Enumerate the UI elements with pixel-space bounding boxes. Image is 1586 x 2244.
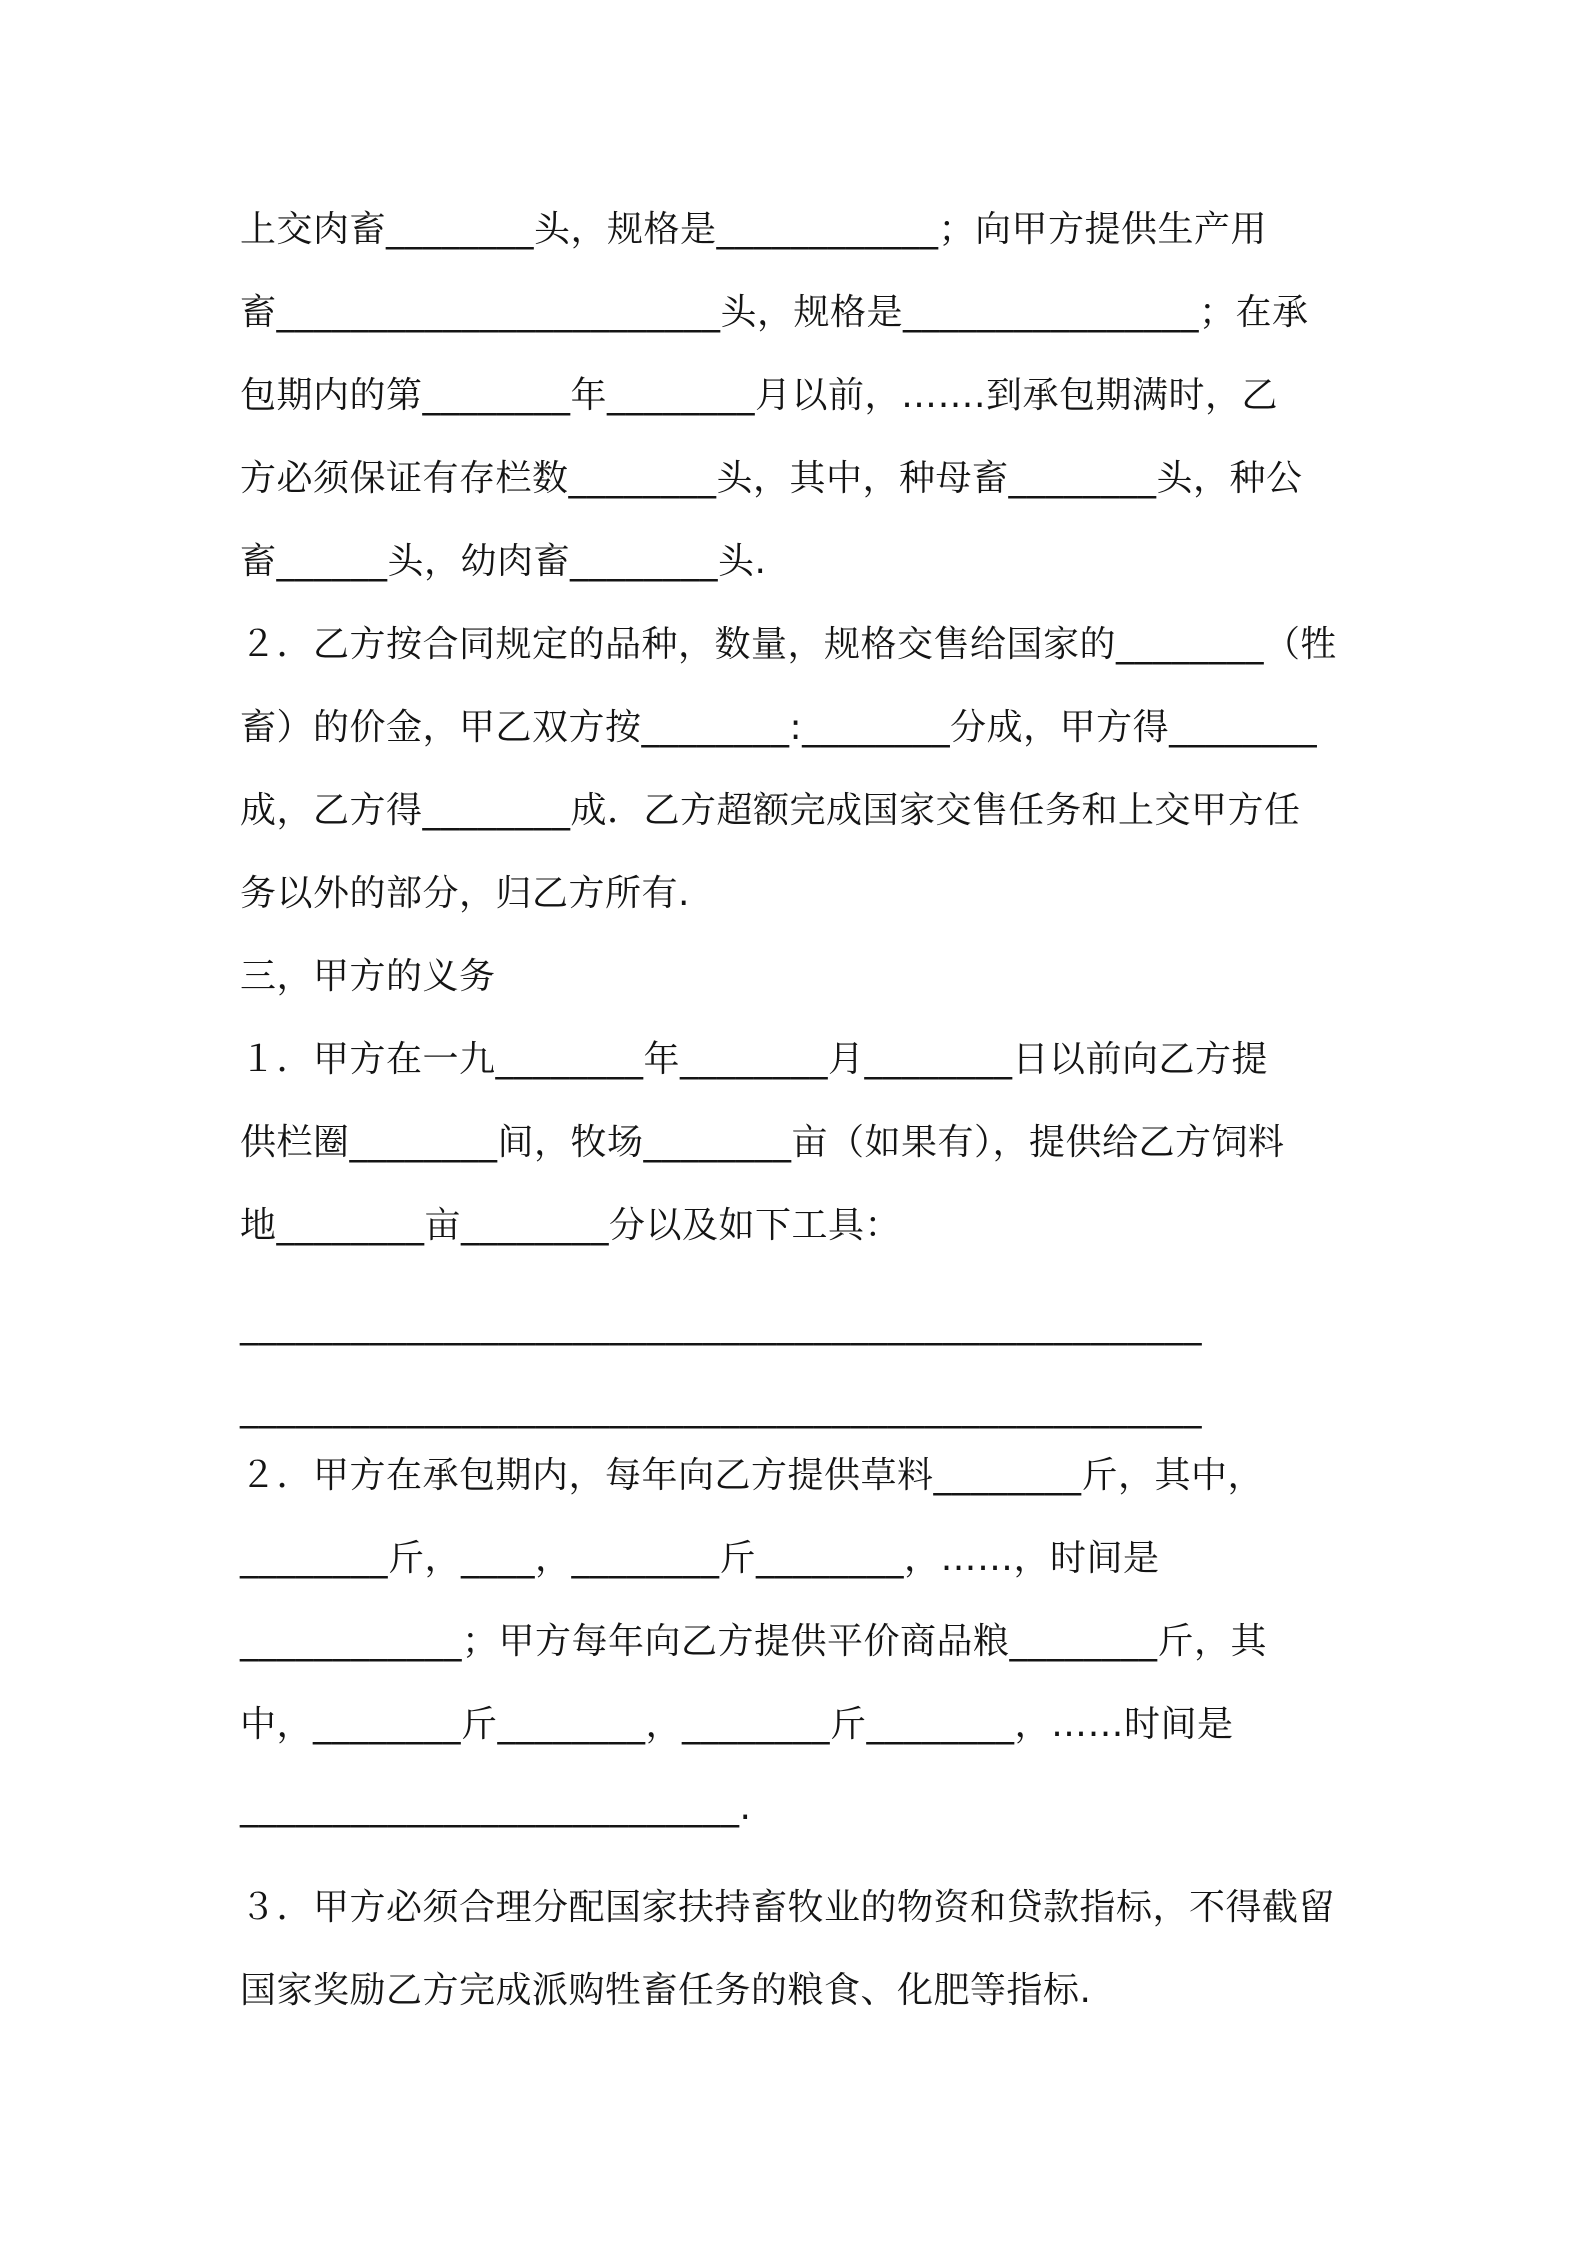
paragraph-line: 方必须保证有存栏数________头，其中，种母畜________头，种公 <box>240 458 1303 499</box>
blank-line: ___________________________. <box>240 1787 752 1828</box>
clause-1-line: １．甲方在一九________年________月________日以前向乙方提 <box>240 1039 1269 1080</box>
clause-2-line: ２．乙方按合同规定的品种，数量，规格交售给国家的________（牲 <box>240 624 1338 665</box>
paragraph-line: 供栏圈________间，牧场________亩（如果有），提供给乙方饲料 <box>240 1122 1285 1163</box>
paragraph-line: 成，乙方得________成．乙方超额完成国家交售任务和上交甲方任 <box>240 790 1301 831</box>
paragraph-line: 畜）的价金，甲乙双方按________:________分成，甲方得________ <box>240 707 1318 748</box>
paragraph-line: 畜______头，幼肉畜________头. <box>240 541 767 582</box>
paragraph-line: ________斤，____，________斤________，……，时间是 <box>240 1538 1160 1579</box>
clause-2-line: ２．甲方在承包期内，每年向乙方提供草料________斤，其中， <box>240 1455 1265 1496</box>
paragraph-line: 中，________斤________，________斤________，……时间是 <box>240 1704 1234 1745</box>
paragraph-line: 畜________________________头，规格是________________；在承 <box>240 292 1309 333</box>
blank-line: ____________________________________________________ <box>240 1388 1202 1429</box>
section-heading: 三，甲方的义务 <box>240 956 496 997</box>
paragraph-line: 包期内的第________年________月以前，…….到承包期满时，乙 <box>240 375 1278 416</box>
paragraph-line: ____________；甲方每年向乙方提供平价商品粮________斤，其 <box>240 1621 1268 1662</box>
paragraph-line: 国家奖励乙方完成派购牲畜任务的粮食、化肥等指标. <box>240 1970 1092 2011</box>
paragraph-line: 务以外的部分，归乙方所有. <box>240 873 690 914</box>
paragraph-line: 上交肉畜________头，规格是____________；向甲方提供生产用 <box>240 209 1268 250</box>
paragraph-line: 地________亩________分以及如下工具： <box>240 1205 902 1246</box>
clause-3-line: ３．甲方必须合理分配国家扶持畜牧业的物资和贷款指标，不得截留 <box>240 1887 1336 1928</box>
blank-line: ____________________________________________________ <box>240 1305 1202 1346</box>
